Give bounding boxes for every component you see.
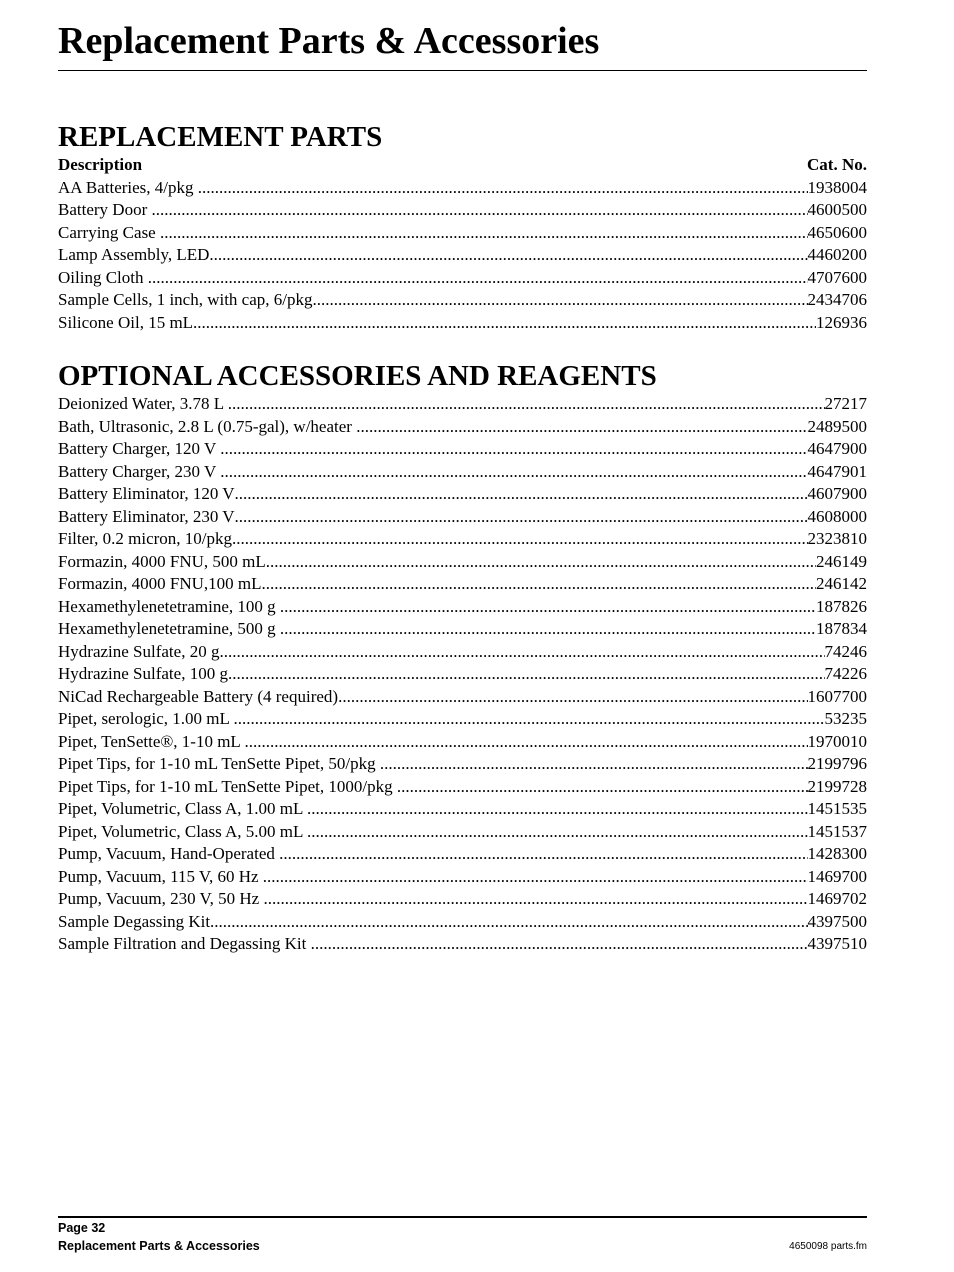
item-description: Battery Charger, 230 V (58, 461, 221, 481)
dot-leader (307, 798, 807, 821)
list-item (58, 267, 867, 290)
list-item (58, 573, 867, 596)
item-description: Pipet Tips, for 1-10 mL TenSette Pipet, 50/pkg (58, 754, 380, 773)
item-cat-no: 1469700 (807, 866, 867, 886)
item-cat-no: 4397500 (807, 911, 867, 931)
dot-leader (356, 416, 807, 439)
list-item (58, 483, 867, 506)
footer-page-number: Page 32 (58, 1221, 106, 1235)
item-cat-no: 1451535 (807, 799, 867, 818)
list-item (58, 753, 867, 776)
item-description: Filter, 0.2 micron, 10/pkg (58, 529, 233, 548)
dot-leader (307, 821, 807, 844)
list-item (58, 821, 867, 844)
dot-leader (148, 267, 808, 290)
dot-leader (219, 641, 824, 664)
dot-leader (244, 731, 807, 754)
footer-section-title: Replacement Parts & Accessories (58, 1239, 260, 1253)
dot-leader (220, 461, 807, 484)
item-description: Hydrazine Sulfate, 100 g (58, 664, 228, 683)
footer-file-name: 4650098 parts.fm (789, 1241, 867, 1252)
item-description: Bath, Ultrasonic, 2.8 L (0.75-gal), w/heater (58, 416, 357, 436)
list-item (58, 663, 867, 686)
item-description: Sample Filtration and Degassing Kit (58, 934, 311, 953)
list-item (58, 708, 867, 731)
item-cat-no: 4647901 (807, 461, 867, 481)
item-cat-no: 4647900 (807, 439, 867, 458)
dot-leader (263, 866, 808, 889)
dot-leader (210, 911, 807, 934)
list-item (58, 798, 867, 821)
item-description: Pump, Vacuum, 115 V, 60 Hz (58, 866, 263, 886)
optional-accessories-section (58, 359, 867, 956)
item-cat-no: 187826 (816, 596, 867, 616)
item-description: Formazin, 4000 FNU,100 mL (58, 574, 262, 593)
item-cat-no: 4600500 (807, 200, 867, 219)
item-cat-no: 126936 (816, 312, 867, 332)
item-cat-no: 1451537 (807, 821, 867, 841)
dot-leader (235, 483, 808, 506)
list-item (58, 618, 867, 641)
dot-leader (209, 244, 807, 267)
optional-accessories-list (58, 393, 867, 956)
item-description: Lamp Assembly, LED (58, 245, 210, 264)
list-item (58, 776, 867, 799)
replacement-parts-heading: REPLACEMENT PARTS (58, 121, 383, 153)
item-description: Battery Eliminator, 120 V (58, 484, 235, 503)
item-description: Hexamethylenetetramine, 100 g (58, 596, 280, 616)
dot-leader (380, 753, 808, 776)
list-item (58, 551, 867, 574)
dot-leader (280, 596, 816, 619)
item-cat-no: 53235 (824, 709, 867, 728)
description-column-header: Description (58, 155, 143, 174)
item-description: Pump, Vacuum, 230 V, 50 Hz (58, 889, 264, 908)
dot-leader (311, 933, 808, 956)
item-cat-no: 4650600 (807, 222, 867, 242)
item-cat-no: 4607900 (807, 484, 867, 503)
list-item (58, 416, 867, 439)
item-cat-no: 1607700 (807, 686, 867, 706)
list-item (58, 312, 867, 335)
dot-leader (262, 573, 816, 596)
item-description: Pipet, Volumetric, Class A, 5.00 mL (58, 821, 308, 841)
list-item (58, 933, 867, 956)
list-item (58, 177, 867, 200)
item-cat-no: 2434706 (807, 290, 867, 309)
dot-leader (397, 776, 808, 799)
item-cat-no: 246142 (816, 574, 867, 593)
footer-divider (58, 1216, 867, 1218)
title-divider (58, 70, 867, 71)
item-cat-no: 4460200 (807, 245, 867, 264)
dot-leader (151, 199, 807, 222)
item-description: Sample Degassing Kit (58, 911, 211, 931)
list-item (58, 461, 867, 484)
item-cat-no: 1428300 (807, 844, 867, 863)
item-cat-no: 1469702 (807, 889, 867, 908)
item-cat-no: 27217 (824, 394, 867, 413)
item-cat-no: 4707600 (807, 267, 867, 287)
item-description: Oiling Cloth (58, 267, 148, 287)
list-item (58, 528, 867, 551)
dot-leader (280, 618, 816, 641)
list-item (58, 731, 867, 754)
column-headers (58, 154, 867, 177)
dot-leader (193, 312, 816, 335)
dot-leader (235, 506, 808, 529)
optional-accessories-heading: OPTIONAL ACCESSORIES AND REAGENTS (58, 360, 657, 392)
item-description: Hexamethylenetetramine, 500 g (58, 619, 280, 638)
item-cat-no: 246149 (816, 551, 867, 571)
list-item (58, 866, 867, 889)
item-description: Pipet, Volumetric, Class A, 1.00 mL (58, 799, 308, 818)
item-cat-no: 2489500 (807, 416, 867, 436)
item-cat-no: 2199796 (807, 754, 867, 773)
item-description: Battery Eliminator, 230 V (58, 506, 235, 526)
list-item (58, 843, 867, 866)
list-item (58, 199, 867, 222)
item-description: Formazin, 4000 FNU, 500 mL (58, 551, 266, 571)
item-description: Carrying Case (58, 222, 160, 242)
list-item (58, 244, 867, 267)
item-description: Pipet Tips, for 1-10 mL TenSette Pipet, 1000/pkg (58, 776, 397, 796)
list-item (58, 506, 867, 529)
list-item (58, 641, 867, 664)
dot-leader (232, 528, 807, 551)
replacement-parts-list (58, 177, 867, 335)
item-cat-no: 4397510 (807, 934, 867, 953)
item-description: Battery Door (58, 200, 152, 219)
dot-leader (234, 708, 825, 731)
item-cat-no: 1970010 (807, 731, 867, 751)
dot-leader (198, 177, 808, 200)
list-item (58, 686, 867, 709)
item-description: Battery Charger, 120 V (58, 439, 221, 458)
item-cat-no: 74226 (824, 664, 867, 683)
item-description: NiCad Rechargeable Battery (4 required) (58, 686, 339, 706)
item-cat-no: 4608000 (807, 506, 867, 526)
item-description: Deionized Water, 3.78 L (58, 394, 228, 413)
page-title: Replacement Parts & Accessories (58, 20, 600, 62)
list-item (58, 222, 867, 245)
list-item (58, 888, 867, 911)
item-description: Sample Cells, 1 inch, with cap, 6/pkg (58, 290, 313, 309)
item-cat-no: 187834 (816, 619, 867, 638)
cat-no-column-header: Cat. No. (807, 155, 867, 174)
list-item (58, 438, 867, 461)
item-cat-no: 2199728 (807, 776, 867, 796)
item-cat-no: 1938004 (807, 177, 867, 197)
item-cat-no: 74246 (824, 641, 867, 661)
replacement-parts-section (58, 120, 867, 334)
list-item (58, 393, 867, 416)
item-description: Pipet, serologic, 1.00 mL (58, 709, 234, 728)
dot-leader (338, 686, 807, 709)
dot-leader (220, 438, 807, 461)
list-item (58, 596, 867, 619)
item-description: AA Batteries, 4/pkg (58, 177, 198, 197)
dot-leader (160, 222, 808, 245)
dot-leader (313, 289, 808, 312)
dot-leader (228, 393, 825, 416)
item-cat-no: 2323810 (807, 529, 867, 548)
list-item (58, 911, 867, 934)
dot-leader (279, 843, 807, 866)
item-description: Pump, Vacuum, Hand-Operated (58, 844, 280, 863)
item-description: Hydrazine Sulfate, 20 g (58, 641, 220, 661)
dot-leader (266, 551, 816, 574)
dot-leader (228, 663, 825, 686)
item-description: Silicone Oil, 15 mL (58, 312, 194, 332)
item-description: Pipet, TenSette®, 1-10 mL (58, 731, 245, 751)
list-item (58, 289, 867, 312)
dot-leader (263, 888, 807, 911)
